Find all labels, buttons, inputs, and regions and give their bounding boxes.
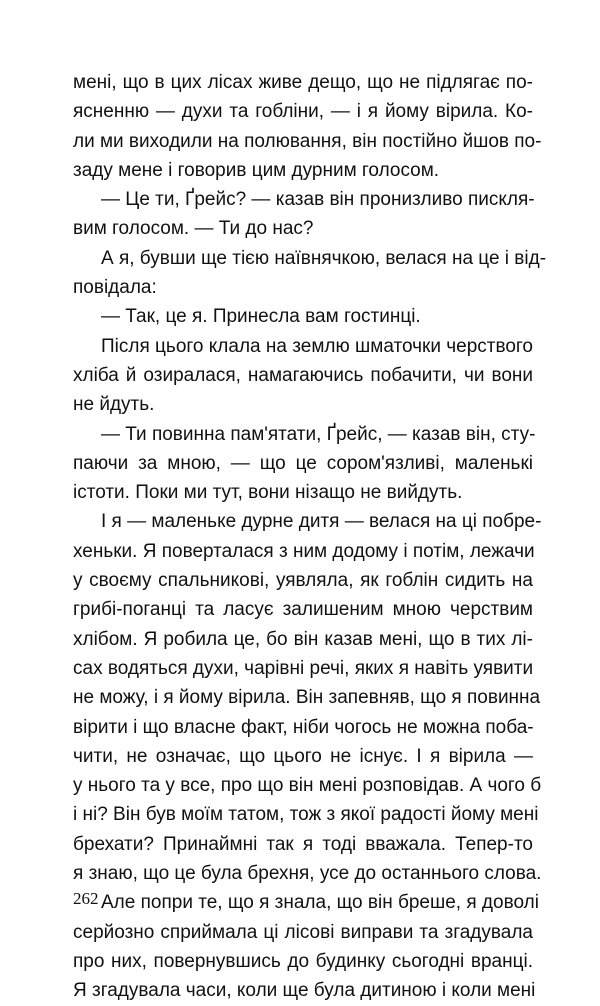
text-line: у нього та у все, про що він мені розповідав. А чого б: [73, 775, 542, 797]
text-line: вірити і що власне факт, ніби чогось не можна поба-: [73, 716, 534, 738]
text-line: Після цього клала на землю шматочки черствого: [101, 335, 533, 357]
text-line: серйозно сприймала ці лісові виправи та згадувала: [73, 921, 533, 943]
text-line: І я — маленьке дурне дитя — велася на ці побре-: [101, 511, 542, 533]
text-line: вим голосом. — Ти до нас?: [73, 218, 314, 240]
text-line: ли ми виходили на полювання, він постійно йшов по-: [73, 130, 542, 152]
text-line: сах водяться духи, чарівні речі, яких я навіть уявити: [73, 657, 534, 679]
text-line: грибі-поганці та ласує залишеним мною черствим: [73, 599, 533, 621]
text-line: не йдуть.: [73, 394, 155, 416]
text-line: про них, повернувшись до будинку сьогодні вранці.: [73, 950, 533, 972]
text-line: — Ти повинна пам'ятати, Ґрейс, — казав він, сту-: [101, 423, 536, 445]
text-line: я знаю, що це була брехня, усе до останнього слова.: [73, 863, 542, 885]
text-line: хеньки. Я поверталася з ним додому і потім, лежачи: [73, 540, 535, 562]
text-line: істоти. Поки ми тут, вони нізащо не вийдуть.: [73, 482, 463, 504]
text-line: Я згадувала часи, коли ще була дитиною і коли мені: [73, 980, 536, 1002]
text-line: і ні? Він був моїм татом, тож з якої радості йому мені: [73, 804, 539, 826]
text-line: заду мене і говорив цим дурним голосом.: [73, 159, 440, 181]
text-line: — Так, це я. Принесла вам гостинці.: [101, 306, 421, 328]
text-line: хлібом. Я робила це, бо він казав мені, що в тих лі-: [73, 628, 533, 650]
text-line: чити, не означає, що цього не існує. І я вірила —: [73, 745, 533, 767]
text-line: Але попри те, що я знала, що він бреше, я доволі: [101, 892, 539, 914]
text-line: брехати? Принаймні так я тоді вважала. Тепер-то: [73, 833, 533, 855]
text-line: не можу, і я йому вірила. Він запевняв, що я повинна: [73, 687, 541, 709]
text-line: повідала:: [73, 277, 157, 299]
text-line: хліба й озиралася, намагаючись побачити, чи вони: [73, 364, 533, 386]
text-line: мені, що в цих лісах живе дещо, що не підлягає по-: [73, 72, 533, 93]
body-text: [73, 68, 547, 1006]
text-line: А я, бувши ще тією наївнячкою, велася на це і від-: [101, 247, 547, 269]
text-line: — Це ти, Ґрейс? — казав він пронизливо пискля-: [101, 189, 535, 211]
page-number: 262: [73, 889, 99, 908]
text-line: паючи за мною, — що це сором'язливі, маленькі: [73, 452, 533, 474]
text-line: ясненню — духи та гобліни, — і я йому вірила. Ко-: [73, 101, 533, 123]
text-line: у своєму спальникові, уявляла, як гоблін сидить на: [73, 570, 533, 592]
